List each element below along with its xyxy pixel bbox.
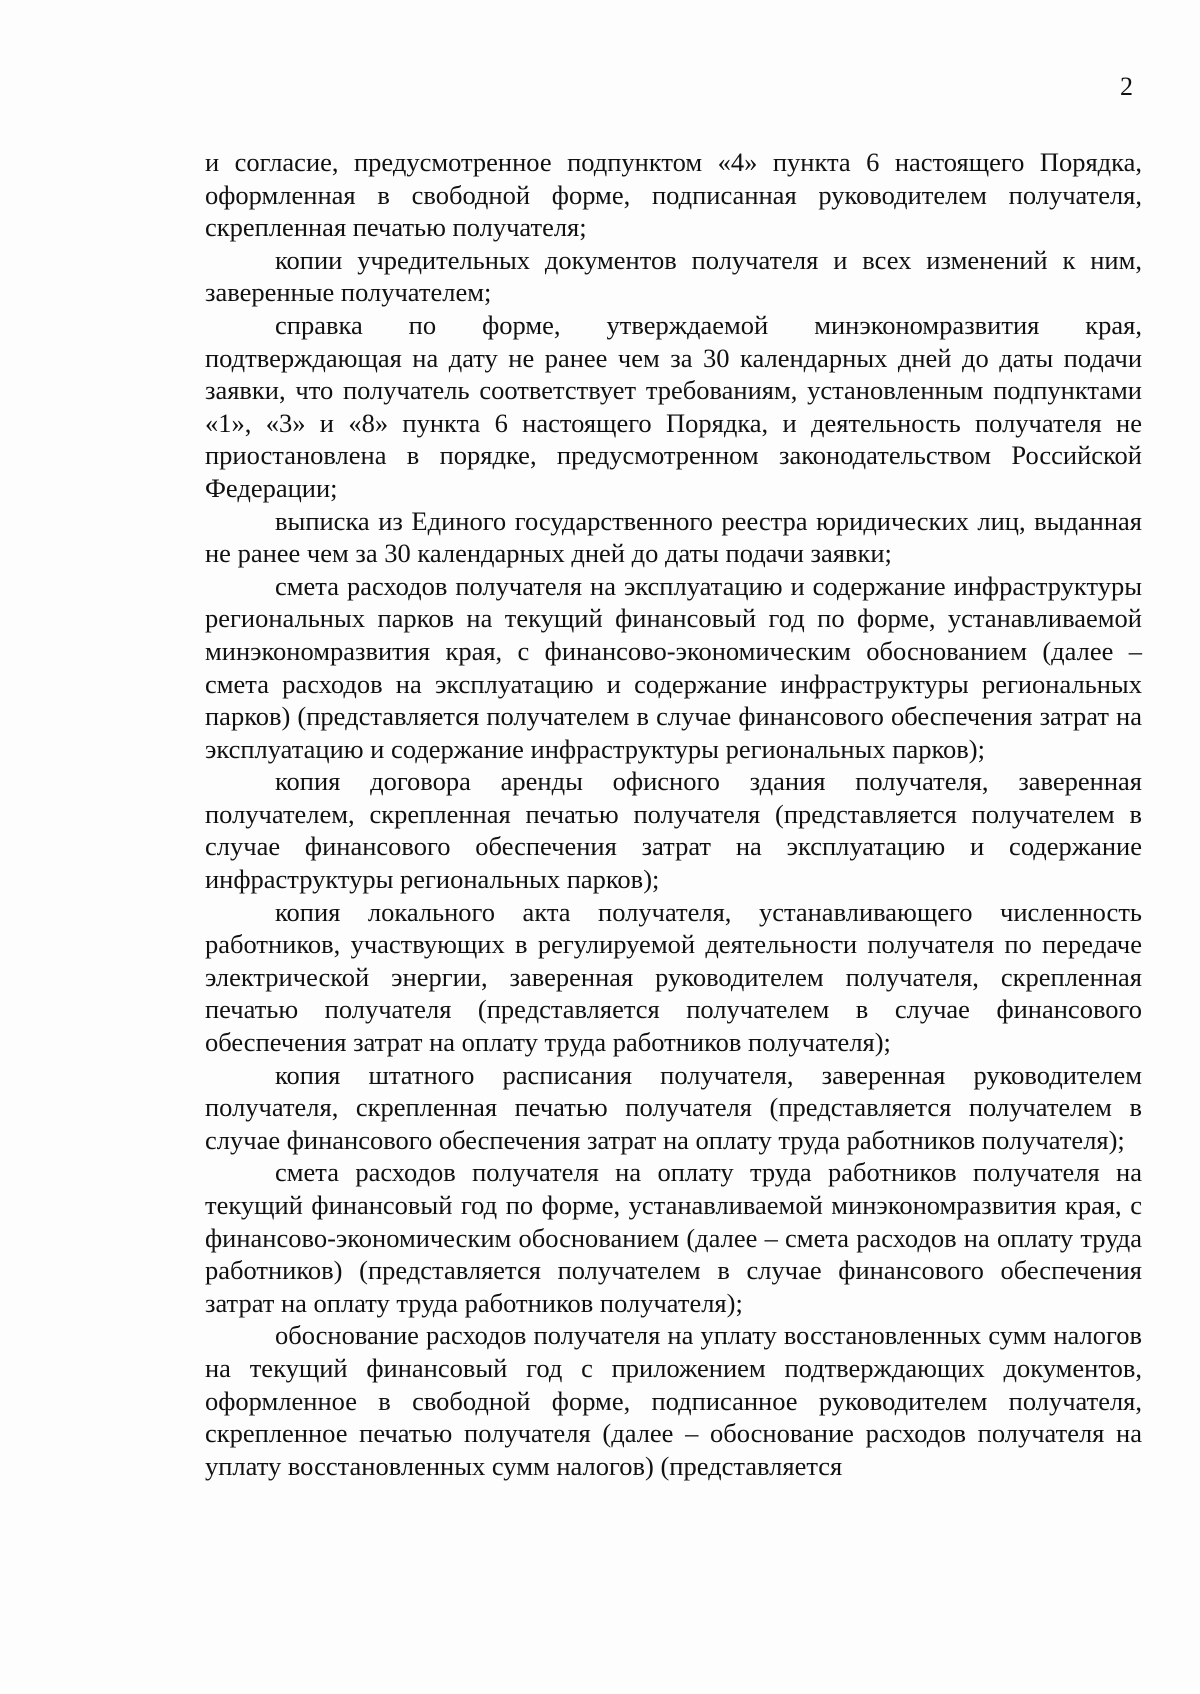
document-body	[205, 146, 1142, 1482]
paragraph-founding-documents: копии учредительных документов получателя и всех изменений к ним, заверенные получателем;	[205, 244, 1142, 308]
paragraph-payroll-estimate: смета расходов получателя на оплату труда работников получателя на текущий финансовый год по форме, устанавливаемой минэкономразвития края, с финансово-экономическим обоснованием (далее – смета расходов на оплату труда работников) (представляется получателем в случае финансового обеспечения затрат на оплату труда работников получателя);	[205, 1157, 1142, 1318]
paragraph-lease-copy: копия договора аренды офисного здания получателя, заверенная получателем, скрепленная печатью получателя (представляется получателем в случае финансового обеспечения затрат на эксплуатацию и содержание инфраструктуры региональных парков);	[205, 766, 1142, 895]
page-number: 2	[1120, 72, 1133, 101]
paragraph-staff-schedule-copy: копия штатного расписания получателя, заверенная руководителем получателя, скрепленная печатью получателя (представляется получателем в случае финансового обеспечения затрат на оплату труда работников получателя);	[205, 1059, 1142, 1155]
paragraph-local-act-copy: копия локального акта получателя, устанавливающего численность работников, участвующих в регулируемой деятельности получателя по передаче электрической энергии, заверенная руководителем получателя, скрепленная печатью получателя (представляется получателем в случае финансового обеспечения затрат на оплату труда работников получателя);	[205, 896, 1142, 1058]
paragraph-certificate: справка по форме, утверждаемой минэкономразвития края, подтверждающая на дату не ранее чем за 30 календарных дней до даты подачи заявки, что получатель соответствует требованиям, установленным подпунктами «1», «3» и «8» пункта 6 настоящего Порядка, и деятельность получателя не приостановлена в порядке, предусмотренном законодательством Российской Федерации;	[205, 309, 1142, 503]
paragraph-tax-justification: обоснование расходов получателя на уплату восстановленных сумм налогов на текущий финансовый год с приложением подтверждающих документов, оформленное в свободной форме, подписанное руководителем получателя, скрепленное печатью получателя (далее – обоснование расходов получателя на уплату восстановленных сумм налогов) (представляется	[205, 1320, 1142, 1481]
paragraph-consent-continuation: и согласие, предусмотренное подпунктом «4» пункта 6 настоящего Порядка, оформленная в свободной форме, подписанная руководителем получателя, скрепленная печатью получателя;	[205, 147, 1142, 243]
paragraph-register-extract: выписка из Единого государственного реестра юридических лиц, выданная не ранее чем за 30 календарных дней до даты подачи заявки;	[205, 505, 1142, 569]
paragraph-operation-estimate: смета расходов получателя на эксплуатацию и содержание инфраструктуры региональных парков на текущий финансовый год по форме, устанавливаемой минэкономразвития края, с финансово-экономическим обоснованием (далее – смета расходов на эксплуатацию и содержание инфраструктуры региональных парков) (представляется получателем в случае финансового обеспечения затрат на эксплуатацию и содержание инфраструктуры региональных парков);	[205, 570, 1142, 764]
